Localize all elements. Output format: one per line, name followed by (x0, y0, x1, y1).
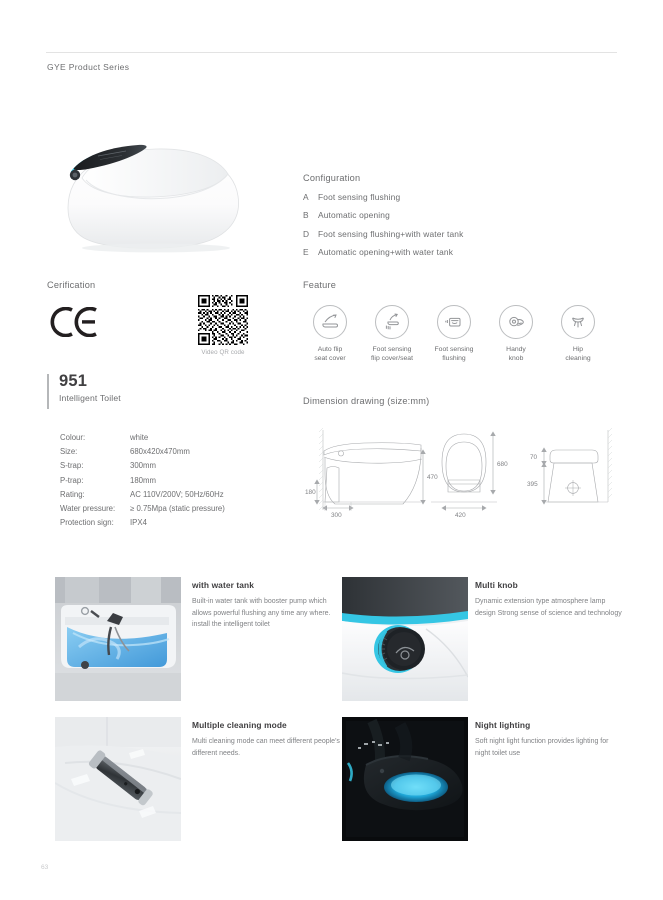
feature-text (475, 720, 625, 759)
spec-value: AC 110V/200V; 50Hz/60Hz (130, 489, 224, 499)
configuration-label: Automatic opening (318, 210, 390, 221)
spec-row (60, 445, 225, 459)
configuration-key: D (303, 228, 310, 239)
dimension-label-top-length: 680 (497, 461, 508, 468)
feature-block-water-tank (55, 577, 345, 701)
spec-row (60, 516, 225, 530)
spec-label: Colour: (60, 433, 86, 442)
foot-sensing-flushing-icon (437, 305, 471, 339)
feature-block-title: Multiple cleaning mode (192, 720, 287, 730)
configuration-label: Foot sensing flushing+with water tank (318, 228, 464, 239)
dimension-label-side-base: 180 (305, 489, 316, 496)
feature-text (192, 720, 342, 759)
configuration-section (303, 173, 603, 257)
hero-product-image (52, 112, 274, 270)
feature-item-auto-flip-seat-cover (303, 305, 357, 363)
feature-item-foot-sensing-flip-cover (365, 305, 419, 363)
configuration-item-e (303, 247, 603, 257)
series-title: GYE Product Series (47, 62, 130, 72)
handy-knob-icon (499, 305, 533, 339)
dimension-label-side-depth: 300 (331, 512, 342, 519)
night-lighting-photo (342, 717, 468, 841)
qr-code-image (198, 295, 248, 345)
feature-block-description: Multi cleaning mode can meet different people's different needs. (192, 738, 340, 757)
spec-label: S-trap: (60, 461, 84, 471)
dimension-drawing (303, 424, 615, 527)
configuration-label: Automatic opening+with water tank (318, 247, 454, 258)
feature-item-hip-cleaning (551, 305, 605, 363)
feature-label: Foot sensing flip cover/seat (371, 346, 413, 362)
feature-block-description: Built-in water tank with booster pump which allows powerful flushing any time any where. install the intelligent toilet (192, 598, 331, 629)
spec-label: Water pressure: (60, 504, 116, 514)
configuration-key: A (303, 191, 309, 202)
feature-block-title: Multi knob (475, 580, 518, 590)
configuration-item-d (303, 229, 603, 239)
certification-section (47, 280, 287, 356)
certification-heading: Cerification (47, 280, 96, 290)
model-accent-rule (47, 374, 49, 409)
spec-row (60, 488, 225, 502)
configuration-key: E (303, 247, 309, 258)
configuration-item-a (303, 192, 603, 202)
feature-text (192, 580, 342, 631)
dimension-heading: Dimension drawing (size:mm) (303, 396, 430, 406)
spec-label: P-trap: (60, 475, 84, 485)
configuration-item-b (303, 210, 603, 220)
spec-row (60, 431, 225, 445)
feature-heading: Feature (303, 280, 337, 290)
ce-mark-icon (50, 307, 287, 342)
multi-knob-closeup-photo (342, 577, 468, 701)
configuration-key: B (303, 210, 309, 221)
dimension-label-rear-body: 395 (527, 481, 538, 488)
feature-block-description: Soft night light function provides lighting for night toilet use (475, 738, 609, 757)
feature-block-title: Night lighting (475, 720, 531, 730)
configuration-heading: Configuration (303, 173, 361, 183)
spec-value: 680x420x470mm (130, 447, 190, 457)
spec-label: Rating: (60, 489, 85, 499)
spec-label: Protection sign: (60, 518, 114, 528)
spec-row (60, 459, 225, 473)
feature-text (475, 580, 625, 619)
feature-section (303, 280, 613, 363)
feature-label: Hip cleaning (565, 346, 591, 362)
spec-label: Size: (60, 447, 78, 457)
spec-value: 180mm (130, 475, 156, 485)
dimension-label-rear-lid: 70 (530, 454, 538, 461)
qr-code-label: Video QR code (201, 349, 245, 356)
foot-sensing-flip-cover-icon (375, 305, 409, 339)
feature-item-foot-sensing-flushing (427, 305, 481, 363)
spec-value: ≥ 0.75Mpa (static pressure) (130, 504, 225, 514)
feature-block-description: Dynamic extension type atmosphere lamp design Strong sense of science and technology (475, 598, 622, 617)
page-number: 63 (41, 864, 49, 871)
dimension-section (303, 396, 615, 527)
feature-label: Foot sensing flushing (434, 346, 474, 362)
feature-block-multi-knob (342, 577, 622, 701)
cleaning-nozzle-photo (55, 717, 181, 841)
auto-flip-seat-cover-icon (313, 305, 347, 339)
dimension-label-top-width: 420 (455, 512, 466, 519)
video-qr-code (195, 295, 251, 356)
header-divider (46, 52, 617, 53)
hip-cleaning-icon (561, 305, 595, 339)
spec-value: white (130, 433, 149, 442)
feature-icon-row (303, 305, 613, 363)
feature-block-title: with water tank (192, 580, 254, 590)
feature-block-cleaning-mode (55, 717, 345, 841)
model-name: Intelligent Toilet (59, 393, 121, 403)
configuration-label: Foot sensing flushing (318, 191, 401, 202)
spec-row (60, 474, 225, 488)
feature-block-night-lighting (342, 717, 622, 841)
spec-value: IPX4 (130, 518, 147, 528)
dimension-label-side-height: 470 (427, 474, 438, 481)
spec-row (60, 502, 225, 516)
model-title-block (47, 372, 121, 403)
water-tank-cutaway-photo (55, 577, 181, 701)
configuration-list (303, 192, 603, 258)
feature-item-handy-knob (489, 305, 543, 363)
model-number: 951 (59, 372, 88, 390)
spec-value: 300mm (130, 461, 156, 471)
feature-label: Handy knob (506, 346, 526, 362)
feature-label: Auto flip seat cover (314, 346, 346, 362)
specification-table (60, 431, 225, 530)
